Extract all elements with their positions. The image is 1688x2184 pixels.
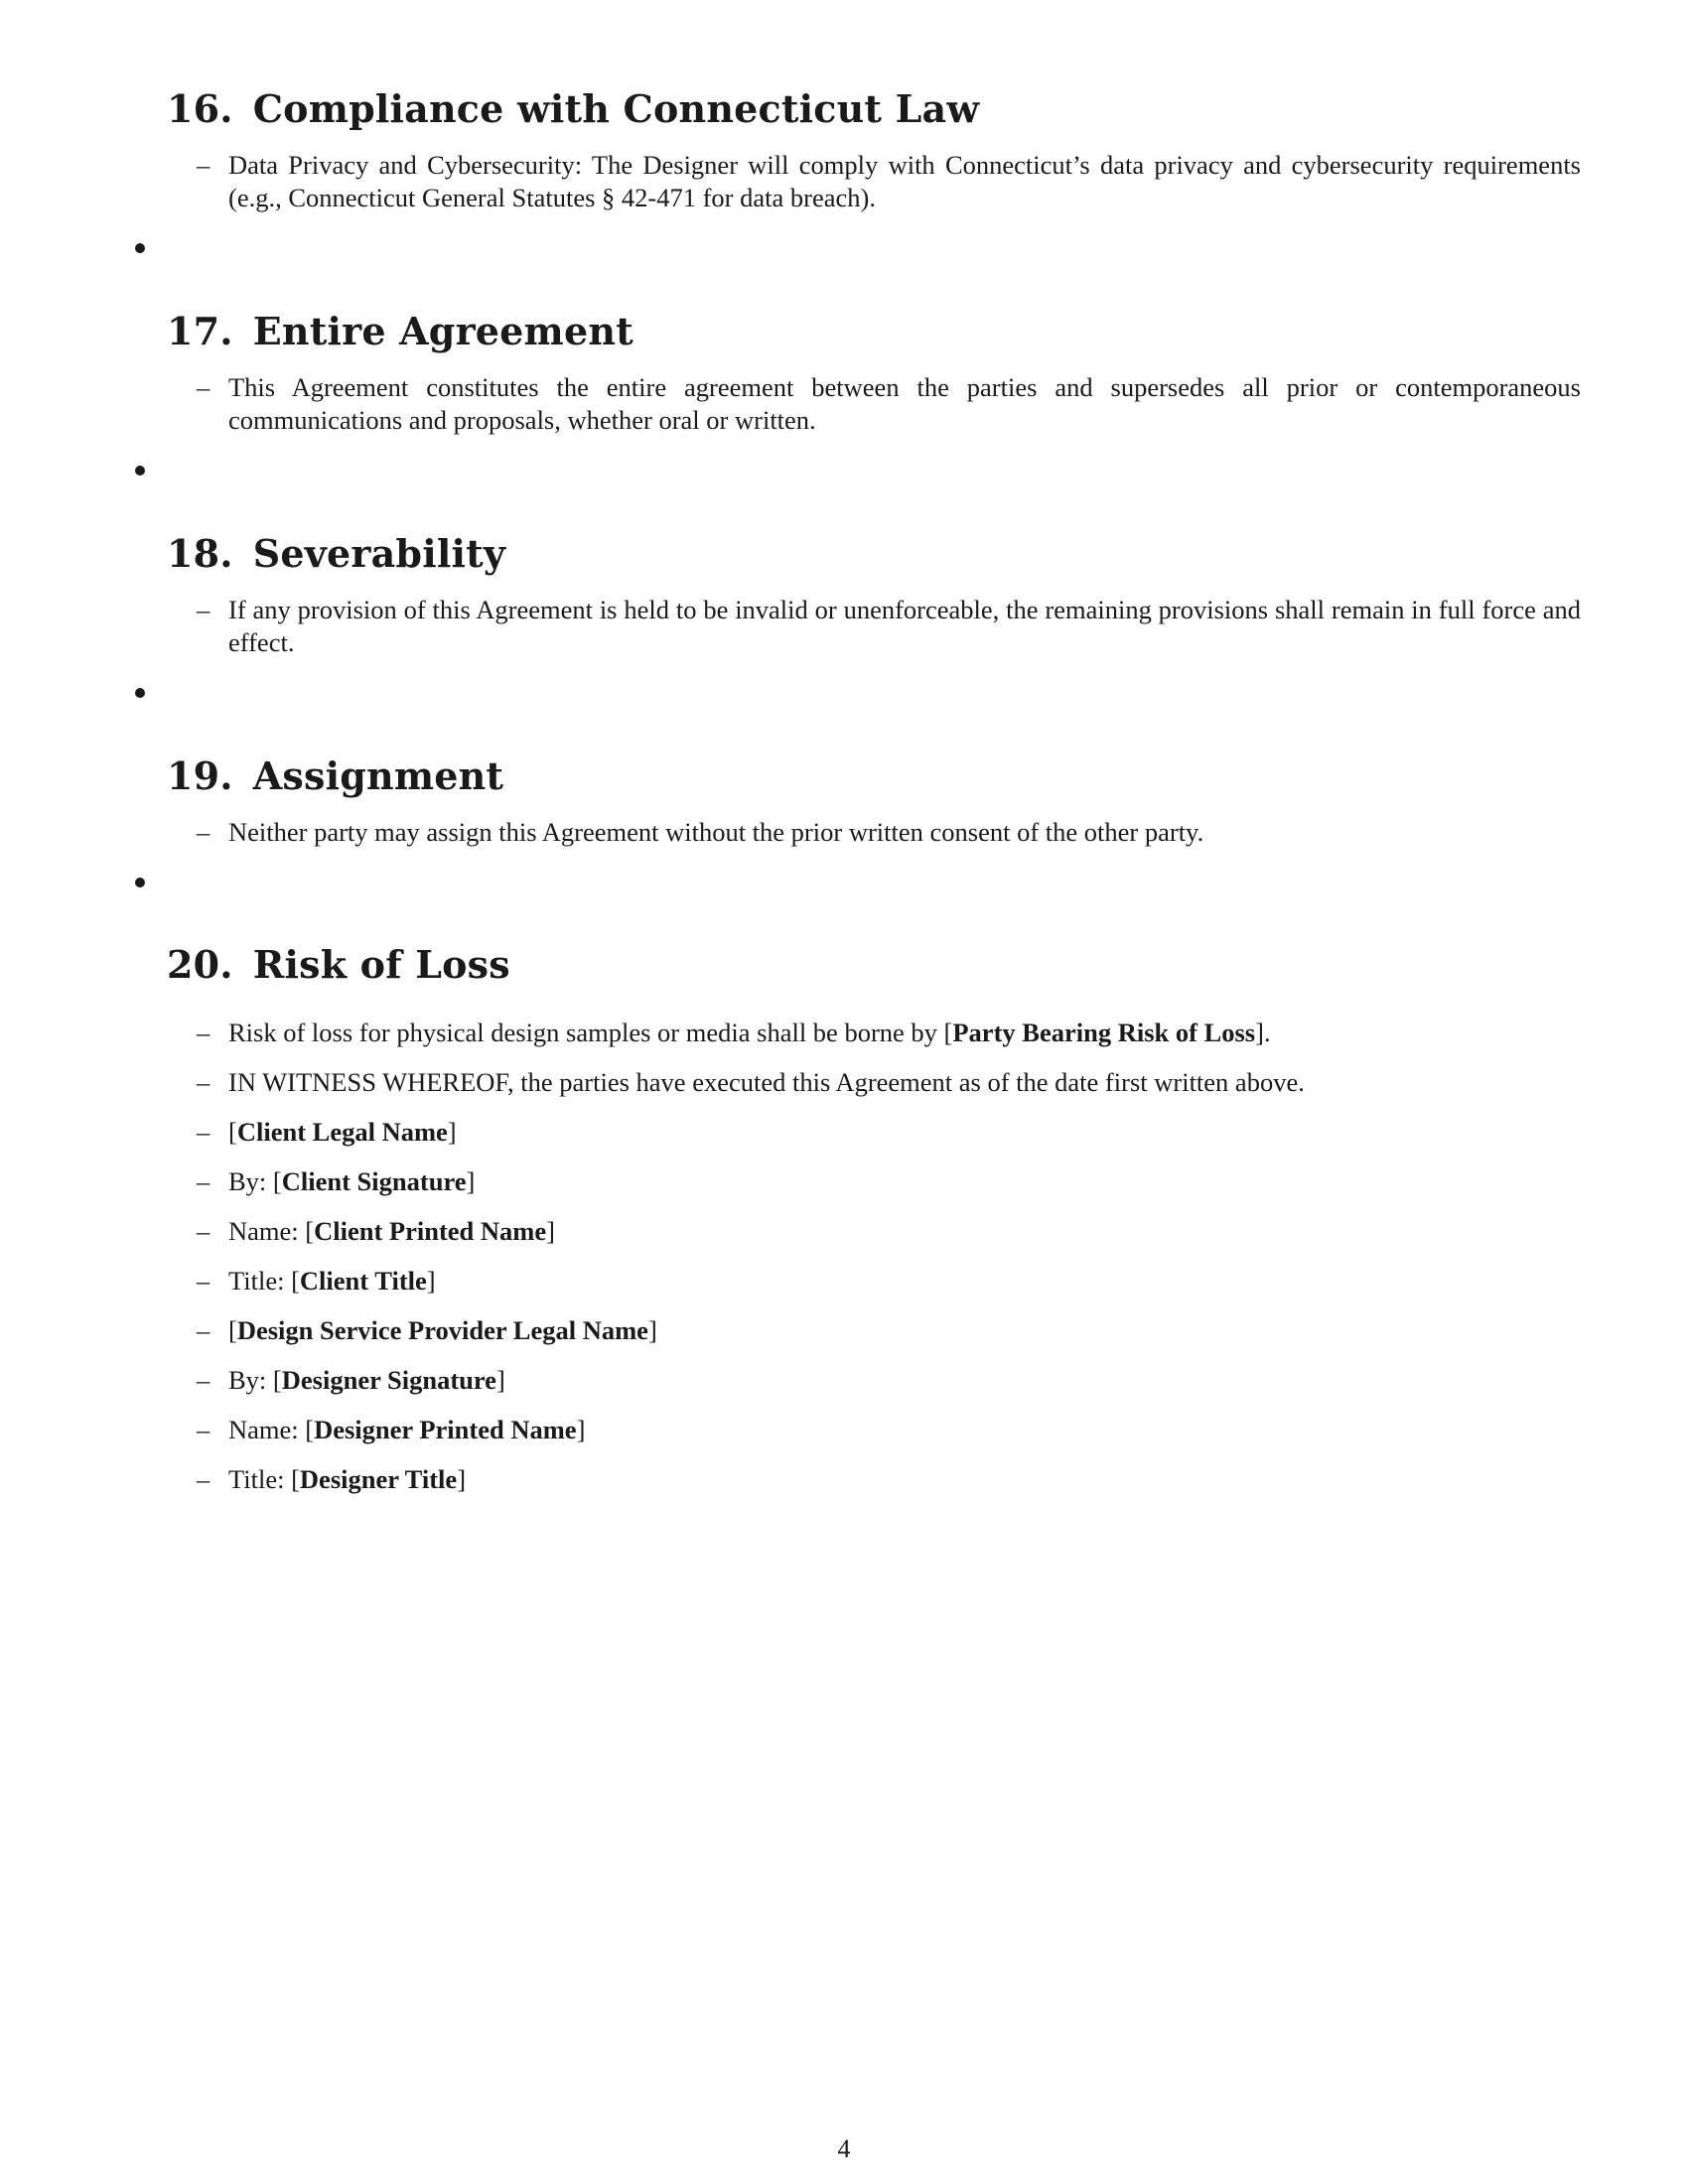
designer-signature-line	[197, 1364, 1581, 1397]
list-item	[197, 594, 1581, 659]
designer-printed-name: Designer Printed Name	[314, 1415, 577, 1444]
bullet-icon	[135, 878, 145, 887]
dash-bullet: –	[197, 595, 211, 624]
client-printed-name: Client Printed Name	[314, 1216, 547, 1246]
item-text: This Agreement constitutes the entire agreement between the parties and supersedes all prior or contemporaneous communications and proposals, whether oral or written.	[228, 372, 1581, 435]
name-label: Name:	[228, 1216, 299, 1246]
dash-bullet: –	[197, 1365, 211, 1395]
client-title: Client Title	[299, 1266, 427, 1296]
item-text: [Design Service Provider Legal Name]	[228, 1315, 657, 1345]
designer-legal-name-line	[197, 1314, 1581, 1347]
page-number: 4	[837, 2134, 851, 2163]
list-item	[197, 816, 1581, 849]
list-item	[197, 371, 1581, 437]
bullet-icon	[135, 688, 145, 698]
section-heading-20	[167, 943, 510, 987]
section-number: 18.	[167, 531, 233, 576]
list-item	[197, 149, 1581, 214]
dash-bullet: –	[197, 1216, 211, 1246]
name-label: Name:	[228, 1415, 299, 1444]
designer-legal-name: Design Service Provider Legal Name	[236, 1315, 648, 1345]
dash-bullet: –	[197, 1166, 211, 1196]
section-number: 17.	[167, 309, 233, 353]
client-title-line	[197, 1265, 1581, 1297]
client-signature-line	[197, 1165, 1581, 1198]
title-label: Title:	[228, 1266, 285, 1296]
dash-bullet: –	[197, 817, 211, 847]
item-text: Data Privacy and Cybersecurity: The Designer will comply with Connecticut’s data privacy and cybersecurity requirements (e.g., Connecticut General Statutes § 42-471 for data breach).	[228, 150, 1581, 212]
client-legal-name-line	[197, 1116, 1581, 1149]
designer-title-line	[197, 1463, 1581, 1496]
dash-bullet: –	[197, 1464, 211, 1494]
title-label: Title:	[228, 1464, 285, 1494]
bullet-icon	[135, 243, 145, 253]
dash-bullet: –	[197, 1266, 211, 1296]
list-item-risk-of-loss	[197, 1017, 1581, 1049]
by-label: By:	[228, 1365, 267, 1395]
section-heading-19	[167, 754, 503, 798]
client-name-line	[197, 1215, 1581, 1248]
dash-bullet: –	[197, 1018, 211, 1047]
item-text: Name: [Designer Printed Name]	[228, 1415, 586, 1444]
item-text: [Client Legal Name]	[228, 1117, 457, 1147]
bullet-icon	[135, 466, 145, 476]
designer-signature: Designer Signature	[281, 1365, 496, 1395]
item-text: By: [Designer Signature]	[228, 1365, 505, 1395]
item-text: Title: [Designer Title]	[228, 1464, 467, 1494]
section-heading-16	[167, 87, 979, 131]
risk-placeholder: Party Bearing Risk of Loss	[952, 1018, 1256, 1047]
item-text: Name: [Client Printed Name]	[228, 1216, 555, 1246]
item-text: By: [Client Signature]	[228, 1166, 476, 1196]
client-legal-name: Client Legal Name	[236, 1117, 448, 1147]
dash-bullet: –	[197, 1067, 211, 1097]
dash-bullet: –	[197, 1315, 211, 1345]
risk-text: Risk of loss for physical design samples or media shall be borne by	[228, 1018, 944, 1047]
section-title: Severability	[252, 531, 506, 576]
designer-name-line	[197, 1414, 1581, 1446]
section-number: 16.	[167, 86, 233, 131]
section-number: 19.	[167, 753, 233, 798]
by-label: By:	[228, 1166, 267, 1196]
section-title: Risk of Loss	[252, 942, 510, 987]
dash-bullet: –	[197, 150, 211, 180]
dash-bullet: –	[197, 1415, 211, 1444]
item-text: Risk of loss for physical design samples or media shall be borne by [Party Bearing Risk of Loss].	[228, 1018, 1271, 1047]
section-title: Compliance with Connecticut Law	[252, 86, 980, 131]
item-text: IN WITNESS WHEREOF, the parties have executed this Agreement as of the date first written above.	[228, 1067, 1305, 1097]
section-number: 20.	[167, 942, 233, 987]
designer-title: Designer Title	[299, 1464, 458, 1494]
item-text: Title: [Client Title]	[228, 1266, 436, 1296]
section-heading-17	[167, 310, 633, 353]
client-signature: Client Signature	[281, 1166, 467, 1196]
item-text: If any provision of this Agreement is held to be invalid or unenforceable, the remaining provisions shall remain in full force and effect.	[228, 595, 1581, 657]
section-title: Entire Agreement	[252, 309, 633, 353]
section-title: Assignment	[252, 753, 504, 798]
list-item-witness	[197, 1066, 1581, 1099]
section-heading-18	[167, 532, 505, 576]
item-text: Neither party may assign this Agreement without the prior written consent of the other party.	[228, 817, 1204, 847]
dash-bullet: –	[197, 372, 211, 402]
dash-bullet: –	[197, 1117, 211, 1147]
